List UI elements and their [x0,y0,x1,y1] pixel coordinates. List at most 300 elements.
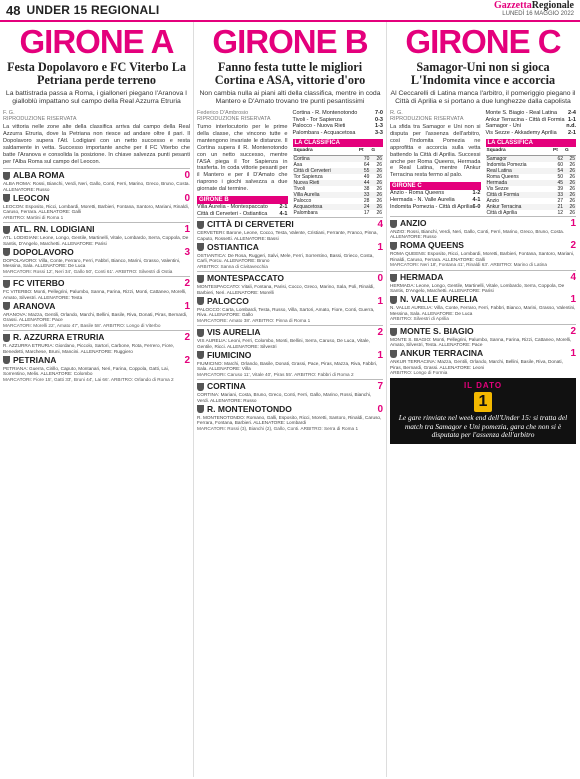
team-name [197,273,284,284]
standings-points: 12 [557,209,564,216]
team-lineup: MONTE S. BIAGIO: Monti, Pellegrini, Palumbo, Sanna, Farina, Rizzi, Cattaneo, Morelli, Amato, Silvestri, Testa. ALLENATORE: Pace [390,336,572,348]
team-name [390,272,443,283]
team-name [197,381,246,392]
team-row [390,272,576,283]
team-row [390,294,576,305]
standings-header-cell: G [370,147,383,156]
standings-team: Vis Sezze [486,185,509,192]
match-block [3,168,190,222]
team-score: 2 [570,240,576,251]
match-list [197,217,383,433]
result-match: Cortina - R. Montenotondo [292,110,358,116]
team-lineup: HERMADA: Leone, Longo, Gentile, Martinelli, Vitale, Lombardo, Serra, Coppola, De Santis, D'Angelo, Marchetti. ALLENATORE: Parisi [390,282,565,294]
standings-played: 26 [376,161,382,168]
result-score: 1-1 [568,116,576,123]
standings-team: Nuova Rieti [293,180,358,186]
team-score: 0 [377,273,383,285]
team-name-text: VIS AURELIA [207,327,261,338]
author: F. G. RIPRODUZIONE RISERVATA [3,110,77,122]
team-score: 0 [184,192,190,204]
result-match: Samagor - Uni [485,123,521,130]
team-name [197,219,294,230]
team-name [390,218,426,229]
brand-logo: GazzettaRegionale [494,0,574,11]
team-lineup: PETRIANA: Guerra, Cirillo, Caputo, Montanari, Neri, Farina, Coppola, Gatti, Lai, Sorrentino, Melis. ALLENATORE: Colombo [3,365,169,377]
team-name [390,348,483,359]
match-list [3,168,190,384]
standings-points: 60 [557,161,564,168]
team-name-text: ALBA ROMA [13,170,65,181]
team-name [3,224,95,235]
team-lineup: ALBA ROMA: Rossi, Bianchi, Verdi, Neri, Gallo, Conti, Ferri, Marino, Greco, Bruno, Costa. ALLENATORE: Russo [3,181,190,193]
team-row [390,348,576,359]
girone-title: GIRONE C [405,23,561,60]
result-score: 2-1 [279,204,288,211]
team-name-text: ANKUR TERRACINA [400,347,484,358]
girone-a-column [0,22,193,777]
article-body: Turno interlocutorio per le prime della classe, che vincono tutte e mantengono invariate le distanze. Il Cortina supera il R. Montenotondo con un netto successo, mentre l'ASA piega il Tor Sapienza in trasferta. In coda vittorie pesanti per il Mantero e per il D'Amato che riaprono i giochi salvezza a due giornate dal termine. [197,124,288,193]
standings-team: Città di Aprilia [486,209,518,216]
team-name [197,350,251,361]
author: R. G. RIPRODUZIONE RISERVATA [390,110,464,122]
result-row [486,117,577,124]
result-score: 6-0 [472,203,481,210]
result-row [293,110,384,117]
team-score: 1 [570,217,576,229]
match-officials: MARCATORI: Caruso 11', Vitale 40', Piras 55'. ARBITRO: Fabbri di Roma 2 [197,371,354,377]
result-match: Palombara - Acquacetosa [292,130,356,137]
result-row [390,197,481,204]
team-crest-icon [390,328,397,336]
result-row [486,130,577,137]
team-lineup: OSTIANTICA: De Rosa, Ruggeri, Salvi, Mele, Ferri, Sorrentino, Bassi, Grieco, Costa, Carli, Porcu. ALLENATORE: Bruno [197,252,374,264]
match-block [390,324,576,378]
standings-points: 33 [358,192,371,198]
standings-played: 26 [569,161,575,168]
team-name-text: MONTE S. BIAGIO [400,325,474,336]
team-score: 7 [377,381,383,393]
match-officials: ARBITRO: Martini di Roma 1 [3,214,64,220]
team-name [197,296,249,307]
result-row [486,110,577,117]
team-name-text: ANZIO [400,217,427,228]
results-title: GIRONE B [197,196,288,204]
team-crest-icon [390,350,397,358]
match-officials: MARCATORI: Rossi (3), Bianchi (2), Gallo, Conti. ARBITRO: Serra di Roma 1 [197,425,359,431]
results-title: GIRONE C [390,182,481,190]
team-lineup: ANKUR TERRACINA: Mazza, Gentili, Orlando, Marchi, Bellini, Basile, Riva, Donati, Piras, Bernardi, Grassi. ALLENATORE: Leoni [390,358,563,370]
result-score: 3-3 [375,130,383,137]
standings-header-cell: Pt [552,147,564,156]
team-lineup: CERVETERI: Barone, Leone, Cocco, Testa, Valente, Cristiani, Ferrante, Franco, Pinna, Caputo, Rossetti. ALLENATORE: Bassi [197,230,378,242]
standings-team: Palocco [293,197,312,204]
intro: La battistrada passa a Roma, i gialloneri piegano l'Aranova I gialloblù impattano sul campo della Real Azzurra Etruria [5,90,188,105]
il-dato-box [390,378,576,444]
team-lineup: R. AZZURRA ETRURIA: Giordano, Piccolo, Sartori, Carbone, Rota, Ferrero, Fiore, Benedetti, Marchese, Bruni, Mancini. ALLENATORE: Ruggiero [3,343,175,354]
headline: Festa Dopolavoro e FC Viterbo La Petriana perde terreno [7,60,186,87]
result-match: Villa Aurelia - Montespaccato [197,204,268,211]
standings-table [486,147,577,216]
team-name-text: HERMADA [400,271,444,282]
team-score: 1 [377,241,383,253]
team-score: 2 [184,332,190,344]
match-block [197,271,383,325]
match-officials: ARBITRO: Silvestri di Aprilia [390,316,449,322]
result-row [197,211,288,218]
standings-points: 50 [557,173,564,180]
standings-team: Cortina [293,155,358,162]
standings-points: 62 [552,155,564,162]
team-crest-icon [197,243,204,251]
team-name-text: ATL. RN. LODIGIANI [13,224,95,235]
match-block [3,222,190,276]
team-crest-icon [390,220,397,228]
girone-title: GIRONE B [212,23,368,60]
standings-points: 70 [358,155,371,162]
team-score: 3 [184,246,190,258]
standings-played: 26 [376,173,382,180]
standings-played: 26 [370,155,383,162]
team-crest-icon [3,280,10,288]
team-row [3,355,190,366]
standings-team: Anzio [486,197,500,204]
team-name-text: DOPOLAVORO [13,246,74,257]
team-row [197,381,383,392]
team-lineup: LEOCON: Esposito, Ricci, Lombardi, Moretti, Barbieri, Fontana, Santoro, Mariani, Rinaldi, Caruso, Ferrara. ALLENATORE: Galli [3,203,190,215]
standings-played: 26 [376,197,382,204]
team-row [3,224,190,235]
team-row [3,193,190,204]
brand [494,1,574,19]
team-crest-icon [3,248,10,256]
team-name-text: MONTESPACCATO [207,273,284,284]
standings-points: 28 [363,197,370,204]
team-row [197,404,383,415]
team-name-text: ROMA QUEENS [400,240,464,250]
results-and-article [197,110,383,217]
team-name [3,193,49,204]
result-match: Anzio - Roma Queens [390,190,445,197]
team-name [197,404,292,415]
match-officials: MARCATORI: Rossi 12', Neri 34', Gallo 50', Conti 61'. ARBITRO: Silvestri di Ostia [3,268,173,274]
result-row [486,123,577,130]
standings-team: Città di Cerveteri [293,168,358,174]
match-officials: MARCATORI: Morelli 22', Amato 47', Basile 58'. ARBITRO: Longo di Viterbo [3,322,161,328]
standings-header-cell: Squadra [293,147,358,156]
match-block [390,216,576,270]
team-name [390,240,464,251]
standings-played: 26 [569,185,575,192]
result-match: Monte S. Biagio - Real Latina [485,110,558,116]
result-score: 2-4 [568,110,576,116]
match-officials: MARCATORI: Neri 18', Fontana 41', Rinaldi 63'. ARBITRO: Marino di Latina [390,262,548,268]
standings-title: LA CLASSIFICA [486,139,577,147]
team-name [197,327,261,338]
team-lineup: R. MONTENOTONDO: Romano, Galli, Esposito, Ricci, Moretti, Santoro, Rinaldi, Caruso, Ferrara, Fontana, Barbieri. ALLENATORE: Lombardi [197,414,382,426]
team-crest-icon [197,405,204,413]
team-crest-icon [197,383,204,391]
il-dato-title: IL DATO [463,380,503,390]
match-block [197,379,383,433]
author: Federico D'Ambrosio RIPRODUZIONE RISERVATA [197,110,271,122]
team-row [197,296,383,307]
team-score: 1 [377,295,383,307]
standings-played: 26 [370,192,383,198]
result-score: 7-0 [375,110,383,116]
team-lineup: MONTESPACCATO: Vitali, Fontana, Parisi, Cocco, Greco, Marino, Sala, Poli, Rinaldi, Barbieri, Neri. ALLENATORE: Morelli [197,284,375,296]
standings-points: 64 [363,161,370,168]
team-crest-icon [3,172,10,180]
standings-points: 21 [552,204,564,210]
team-lineup: N. VALLE AURELIA: Villa, Conte, Ferraro, Ferri, Fabbri, Bianco, Marini, Grasso, Valentini, Messina, Sala. ALLENATORE: De Luca [390,304,576,316]
team-name-text: OSTIANTICA [207,241,259,252]
team-crest-icon [390,242,397,250]
team-crest-icon [390,296,397,304]
team-score: 2 [184,278,190,290]
standings-team: Asa [293,161,303,168]
team-score: 4 [570,271,576,283]
team-lineup: ROMA QUEENS: Esposito, Ricci, Lombardi, Moretti, Barbieri, Fontana, Santoro, Mariani, Rinaldi, Caruso, Ferrara. ALLENATORE: Galli [390,251,575,262]
match-officials: ARBITRO: Sanna di Civitavecchia [197,263,268,269]
standings-table [293,147,384,216]
standings-played: 26 [569,209,575,216]
result-match: Hermada - N. Valle Aurelia [390,196,455,203]
team-row [3,247,190,258]
match-officials: ARBITRO: Longo di Formia [390,370,448,376]
standings-played: 26 [569,173,575,180]
team-name [3,247,74,258]
article-body: La vittoria nelle zone alte della classifica arriva dal campo della Real Azzurra Etruria, dove la Petriana non riesce ad andare oltre il pari. Il Dopolavoro supera l'Atl. Lodigiani con un netto successo e resta saldamente in vetta. Successo importante anche per il FC Viterbo che batte l'Aranova e consolida la posizione. In chiave salvezza punti pesanti per l'Alba Roma sul campo del Leocon. [3,124,190,165]
headline: Samagor-Uni non si gioca L'Indomita vince e accorcia [410,60,556,87]
result-row [293,130,384,137]
team-row [197,327,383,338]
team-name-text: R. MONTENOTONDO [207,403,292,414]
result-row [390,190,481,197]
result-match: Ankur Terracina - Città di Formia [485,116,565,123]
result-score: 2-1 [568,130,576,137]
team-name-text: FC VITERBO [13,278,65,289]
team-score: 0 [184,170,190,182]
standings-team: Real Latina [486,168,553,174]
result-score: 4-1 [472,196,481,203]
team-lineup: PALOCCO: Carta, Lombardi, Testa, Russo, Villa, Sartori, Amato, Fiore, Conti, Guerra, Riva. ALLENATORE: Gallo [197,306,375,318]
standings-team: Hermada [486,180,553,186]
standings-header [486,147,577,156]
result-score: 0-3 [375,116,383,123]
standings-points: 27 [557,197,564,204]
team-lineup: FC VITERBO: Monti, Pellegrini, Palumbo, Sanna, Farina, Rizzi, Monti, Cattaneo, Morelli, Amato, Silvestri. ALLENATORE: Testa [3,289,187,300]
team-name-text: LEOCON [13,192,50,203]
match-block [197,217,383,271]
standings-played: 26 [564,180,576,186]
match-officials: MARCATORE: Amato 38'. ARBITRO: Pinna di Roma 1 [197,317,311,323]
team-crest-icon [197,275,204,283]
team-name-text: N. VALLE AURELIA [400,293,478,304]
intro: Al Ceccarelli di Latina manca l'arbitro, il pomeriggio piegano il Città di Aprilia e si portano a due lunghezze dalla capolista [390,90,576,105]
standings-points: 45 [552,180,564,186]
team-name-text: ARANOVA [13,300,56,311]
team-name [3,355,56,366]
team-row [3,170,190,181]
standings-played: 26 [370,180,383,186]
team-lineup: ANZIO: Rossi, Bianchi, Verdi, Neri, Gallo, Conti, Ferri, Marino, Greco, Bruno, Costa. ALLENATORE: Russo [390,228,565,240]
standings-team: Villa Aurelia [293,192,358,198]
standings-header-cell: G [564,147,576,156]
standings-team: Indomita Pomezia [486,161,527,168]
standings-played: 26 [376,209,382,216]
team-crest-icon [390,274,397,282]
result-match: Città di Cerveteri - Ostiantica [197,210,268,217]
team-name [390,294,478,305]
standings-team: Acquacetosa [293,204,358,210]
team-crest-icon [197,297,204,305]
standings-header [293,147,384,156]
team-name [3,278,64,289]
result-match: Palocco - Nuova Rieti [292,123,346,130]
team-name-text: R. AZZURRA ETRURIA [13,332,105,343]
result-row [197,204,288,211]
team-name [197,242,259,253]
standings-team: Samagor [486,155,553,162]
result-score: n.d. [566,123,576,130]
standings-team: Tivoli [293,185,305,192]
team-score: 4 [377,219,383,231]
team-lineup: CORTINA: Mariani, Costa, Bruno, Greco, Conti, Ferri, Gallo, Marino, Rossi, Bianchi, Verdi. ALLENATORE: Russo [197,392,372,403]
section-title: UNDER 15 REGIONALI [26,3,160,17]
result-score: 1-2 [472,190,481,197]
standings-team: Ankur Terracina [486,204,553,210]
match-officials: MARCATORI: Fiore 15', Gatti 33', Bruni 44', Lai 66'. ARBITRO: Orlando di Roma 2 [3,376,174,382]
result-row [293,117,384,124]
standings-played: 26 [564,168,576,174]
results-and-article [390,110,576,216]
standings-points: 55 [358,168,371,174]
team-row [197,219,383,230]
il-dato-number: 1 [474,392,492,412]
team-row [197,273,383,284]
result-match: Vis Sezze - Akkademy Aprilia [485,130,557,137]
match-list [390,216,576,378]
team-score: 1 [377,349,383,361]
standings-played: 26 [370,168,383,174]
team-row [390,326,576,337]
team-row [3,301,190,312]
standings-points: 17 [363,209,370,216]
team-lineup: ARANOVA: Mazza, Gentili, Orlando, Marchi, Bellini, Basile, Riva, Donati, Piras, Bernardi, Grassi. ALLENATORE: Pace [3,311,188,323]
standings-points: 33 [552,192,564,198]
team-name [3,170,65,181]
standings-header-cell: Pt [358,147,371,156]
standings-points: 38 [363,185,370,192]
team-crest-icon [197,221,204,229]
team-crest-icon [197,329,204,337]
team-score: 2 [184,354,190,366]
standings-played: 26 [564,204,576,210]
page-number: 48 [6,2,21,18]
standings-points: 39 [557,185,564,192]
result-row [293,123,384,130]
result-match: Indomita Pomezia - Città di Aprilia [390,203,473,210]
team-row [390,218,576,229]
girone-b-column [193,22,386,777]
result-score: 4-1 [279,210,288,217]
team-name-text: CORTINA [207,381,246,392]
standings-team: Palombara [293,209,318,216]
standings-played: 26 [376,185,382,192]
team-crest-icon [3,334,10,342]
team-crest-icon [3,302,10,310]
match-block [197,325,383,379]
team-lineup: ATL. LODIGIANI: Leone, Longo, Gentile, Martinelli, Vitale, Lombardo, Serra, Coppola, De Santis, D'Angelo, Marchetti. ALLENATORE: Parisi [3,235,189,246]
team-row [197,350,383,361]
team-score: 1 [184,300,190,312]
match-block [390,270,576,324]
team-crest-icon [197,351,204,359]
standings-team: Città di Formia [486,192,553,198]
team-name-text: PALOCCO [207,295,249,306]
match-block [3,330,190,384]
team-crest-icon [3,194,10,202]
standings-points: 44 [358,180,371,186]
girone-c-column [386,22,579,777]
intro: Non cambia nulla ai piani alti della classifica, mentre in coda Mantero e D'Amato trovano tre punti pesantissimi [199,90,381,105]
standings-played: 26 [564,192,576,198]
result-match: Tivoli - Tor Sapienza [292,116,343,123]
team-score: 2 [377,327,383,339]
team-lineup: DOPOLAVORO: Villa, Conte, Ferraro, Ferri, Fabbri, Bianco, Marini, Grasso, Valentini, Messina, Sala. ALLENATORE: De Luca [3,257,181,269]
standings-played: 26 [569,197,575,204]
standings-played: 26 [370,204,383,210]
team-crest-icon [3,356,10,364]
team-score: 1 [570,347,576,359]
team-score: 1 [570,293,576,305]
team-score: 1 [184,224,190,236]
team-row [3,332,190,343]
result-score: 1-3 [375,123,383,130]
standings-points: 54 [552,168,564,174]
il-dato-text: Le gare rinviate nel week end dell'Under 15: si tratta del match tra Samagor e Uni pomezia, gara che non si è disputata per l'assenza dell'arbitro [398,412,568,440]
team-name-text: PETRIANA [13,354,57,365]
result-row [390,204,481,211]
team-name-text: FIUMICINO [207,349,252,360]
match-block [3,276,190,330]
team-name [3,301,55,312]
team-row [3,278,190,289]
page-header [0,0,580,22]
team-name-text: CITTÀ DI CERVETERI [207,219,294,230]
headline: Fanno festa tutte le migliori Cortina e ASA, vittorie d'oro [214,60,366,87]
standings-team: Roma Queens [486,173,519,180]
team-score: 2 [570,325,576,337]
issue-date: LUNEDÌ 16 MAGGIO 2022 [502,11,574,17]
girone-title: GIRONE A [19,23,174,60]
team-lineup: FIUMICINO: Marchi, Orlando, Basile, Donati, Grassi, Pace, Piras, Mazza, Riva, Fabbri, Sala. ALLENATORE: Villa [197,360,378,372]
standings-points: 24 [358,204,371,210]
team-name [390,326,474,337]
standings-played: 25 [564,155,576,162]
team-row [390,240,576,251]
standings-points: 49 [363,173,370,180]
team-name [3,332,104,343]
standings-row [293,210,384,216]
team-score: 0 [377,403,383,415]
team-row [197,242,383,253]
standings-team: Tor Sapienza [293,173,323,180]
team-lineup: VIS AURELIA: Leoni, Ferri, Colombo, Monti, Bellini, Serra, Caruso, De Luca, Vitale, Gentile, Ricci. ALLENATORE: Silvestri [197,338,370,349]
article-body: La sfida tra Samagor e Uni non si disputa per l'assenza dell'arbitro, così l'Indomita Pomezia ne approfitta e accorcia sulla vetta battendo la Città di Aprilia. Successi anche per Roma Queens, Hermada e Real Latina, mentre l'Ankur Terracina resta fermo al palo. [390,124,481,179]
standings-header-cell: Squadra [486,147,553,156]
standings-title: LA CLASSIFICA [293,139,384,147]
